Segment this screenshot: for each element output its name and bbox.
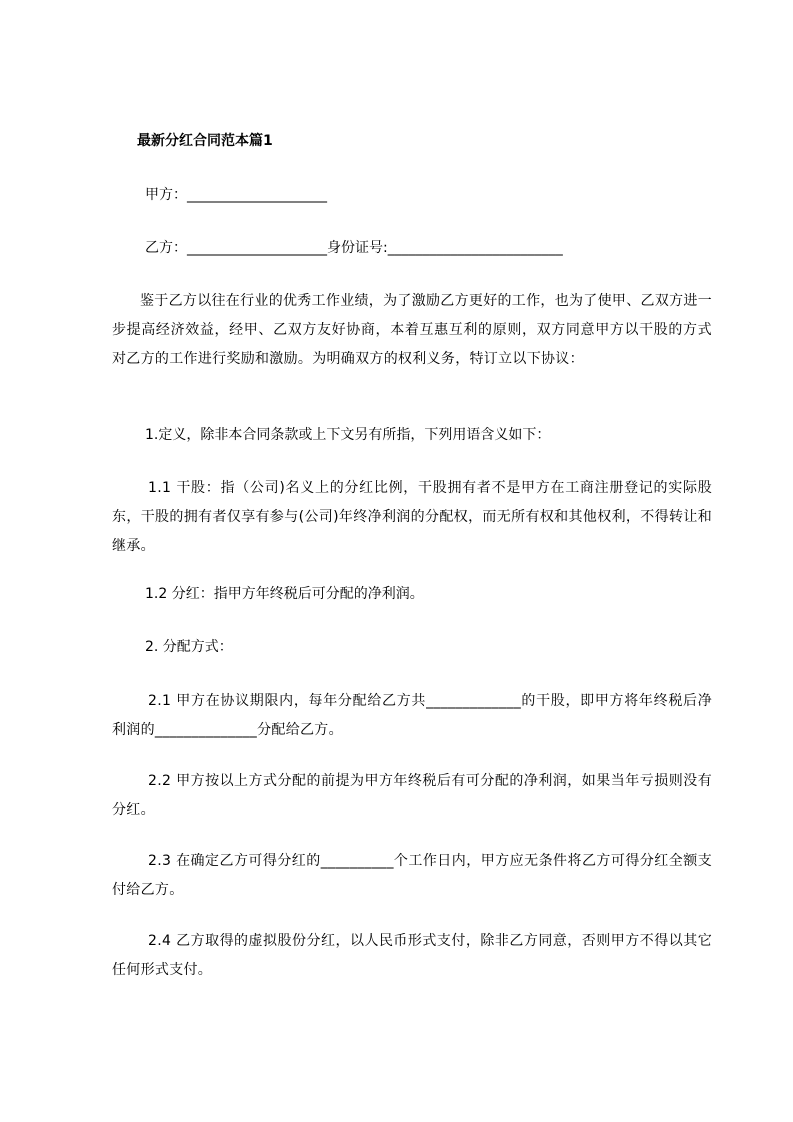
preamble-paragraph: 鉴于乙方以往在行业的优秀工作业绩，为了激励乙方更好的工作，也为了使甲、乙双方进一步提高经济效益，经甲、乙双方友好协商，本着互惠互利的原则，双方同意甲方以干股的方式对乙方的工作进行奖励和激励。为明确双方的权利义务，特订立以下协议：: [112, 293, 712, 367]
clause-2-4-paragraph: 2.4 乙方取得的虚拟股份分红，以人民币形式支付，除非乙方同意，否则甲方不得以其它任何形式支付。: [112, 933, 712, 978]
clause-2-2-paragraph: 2.2 甲方按以上方式分配的前提为甲方年终税后有可分配的净利润，如果当年亏损则没有分红。: [112, 773, 712, 818]
clause-1-2-line: 1.2 分红：指甲方年终税后可分配的净利润。: [145, 586, 424, 602]
clause-2-3-paragraph: 2.3 在确定乙方可得分红的__________个工作日内，甲方应无条件将乙方可得分红全额支付给乙方。: [112, 853, 712, 898]
document-title: 最新分红合同范本篇1: [137, 133, 273, 149]
clause-2-1-paragraph: 2.1 甲方在协议期限内，每年分配给乙方共_____________的干股，即甲方将年终税后净利润的______________分配给乙方。: [112, 693, 712, 738]
party-a-line: 甲方：____________________: [145, 187, 327, 203]
clause-2-heading: 2. 分配方式：: [145, 639, 233, 655]
clause-1-1-paragraph: 1.1 干股：指（公司)名义上的分红比例，干股拥有者不是甲方在工商注册登记的实际股东，干股的拥有者仅享有参与(公司)年终净利润的分配权，而无所有权和其他权利，不得转让和继承。: [112, 480, 712, 554]
clause-1-definitions: 1.定义，除非本合同条款或上下文另有所指，下列用语含义如下：: [145, 427, 551, 443]
party-b-line: 乙方：____________________身份证号:_________________________: [145, 240, 563, 256]
